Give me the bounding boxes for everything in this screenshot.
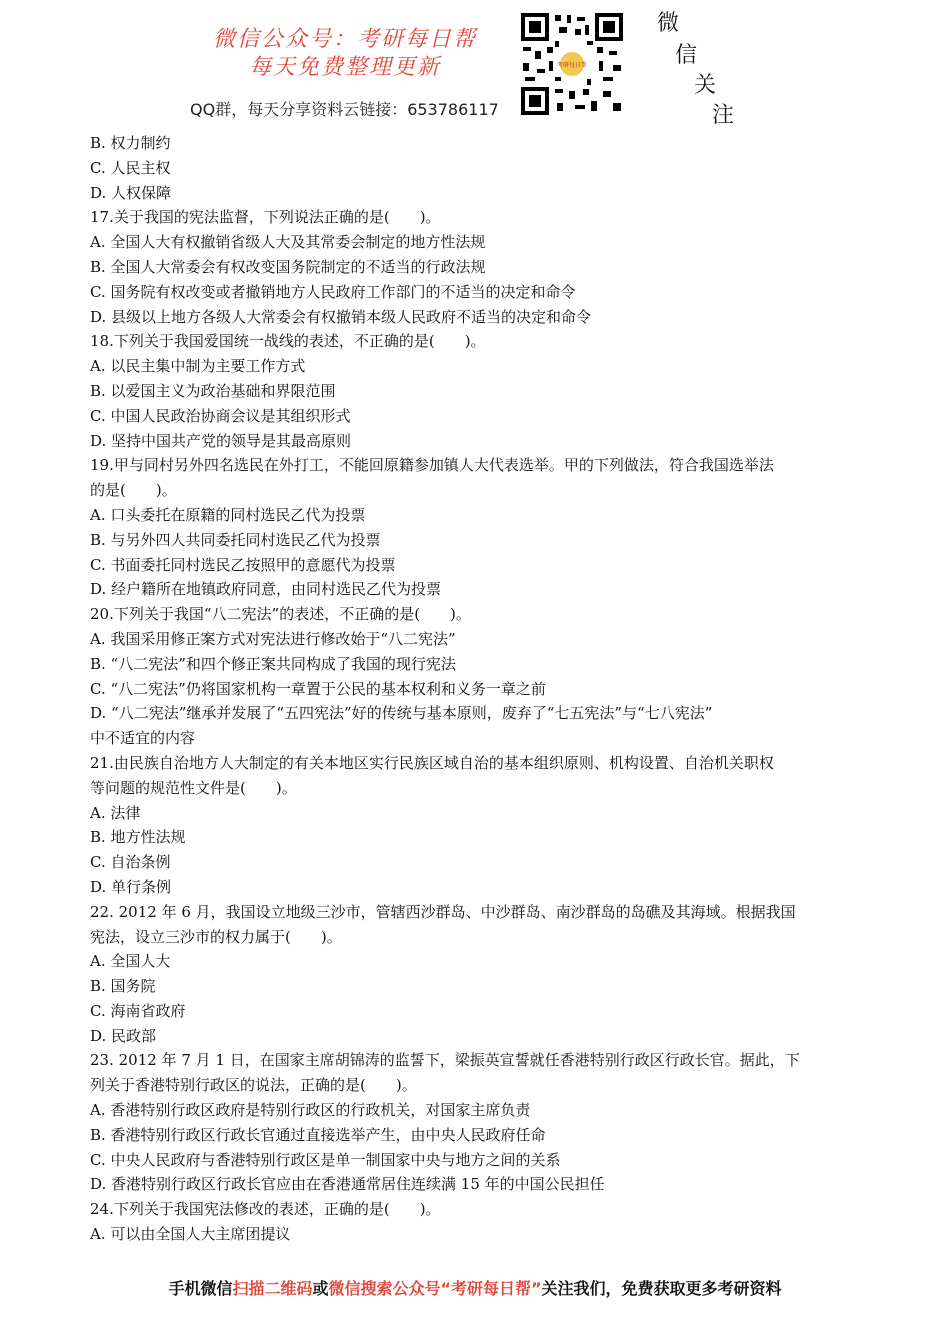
text-line: B. “八二宪法”和四个修正案共同构成了我国的现行宪法 [90, 654, 456, 673]
text-line: A. 我国采用修正案方式对宪法进行修改始于“八二宪法” [90, 629, 456, 648]
text-line: 19.甲与同村另外四名选民在外打工，不能回原籍参加镇人大代表选举。甲的下列做法，符合我国选举法 [90, 456, 774, 475]
footer-highlight: 扫描二维码 [232, 1279, 313, 1298]
text-line: 等问题的规范性文件是( )。 [90, 778, 297, 797]
text-line: A. 全国人大 [90, 952, 171, 971]
text-line: D. 民政部 [90, 1026, 157, 1045]
footer-text: 关注我们，免费获取更多考研资料 [541, 1279, 782, 1298]
text-line: 22. 2012 年 6 月，我国设立地级三沙市，管辖西沙群岛、中沙群岛、南沙群岛的岛礁及其海域。根据我国 [90, 902, 796, 921]
text-line: C. 书面委托同村选民乙按照甲的意愿代为投票 [90, 555, 396, 574]
text-line: 列关于香港特别行政区的说法，正确的是( )。 [90, 1076, 417, 1095]
question-text [90, 131, 860, 1247]
text-line: 宪法，设立三沙市的权力属于( )。 [90, 927, 342, 946]
header-subtitle: 每天免费整理更新 [248, 55, 441, 80]
text-line: C. 中央人民政府与香港特别行政区是单一制国家中央与地方之间的关系 [90, 1150, 561, 1169]
text-line: B. 以爱国主义为政治基础和界限范围 [90, 381, 336, 400]
vertical-char-2: 信 [675, 43, 698, 68]
footer-text: 手机微信 [168, 1279, 233, 1298]
text-line: C. 自治条例 [90, 853, 171, 872]
text-line: B. 地方性法规 [90, 828, 186, 847]
text-line: C. 中国人民政治协商会议是其组织形式 [90, 406, 351, 425]
text-line: C. 人民主权 [90, 158, 171, 177]
vertical-char-4: 注 [712, 103, 735, 128]
text-line: A. 全国人大有权撤销省级人大及其常委会制定的地方性法规 [90, 233, 486, 252]
text-line: 24.下列关于我国宪法修改的表述，正确的是( )。 [90, 1200, 441, 1219]
text-line: B. 香港特别行政区行政长官通过直接选举产生，由中央人民政府任命 [90, 1125, 546, 1144]
text-line: 的是( )。 [90, 481, 177, 500]
qr-caption: 考研每日帮 [556, 62, 588, 69]
text-line: D. “八二宪法”继承并发展了“五四宪法”好的传统与基本原则，废弃了“七五宪法”与“七八宪法” [90, 704, 713, 723]
text-line: D. 坚持中国共产党的领导是其最高原则 [90, 431, 352, 450]
text-line: 21.由民族自治地方人大制定的有关本地区实行民族区域自治的基本组织原则、机构设置、自治机关职权 [90, 753, 774, 772]
text-line: D. 单行条例 [90, 877, 172, 896]
text-line: B. 全国人大常委会有权改变国务院制定的不适当的行政法规 [90, 257, 486, 276]
text-line: D. 香港特别行政区行政长官应由在香港通常居住连续满 15 年的中国公民担任 [90, 1175, 605, 1194]
text-line: A. 以民主集中制为主要工作方式 [90, 357, 306, 376]
footer-banner [0, 1276, 950, 1299]
qq-group-text: QQ群，每天分享资料云链接：653786117 [190, 100, 499, 119]
text-line: A. 法律 [90, 803, 141, 822]
text-line: 23. 2012 年 7 月 1 日，在国家主席胡锦涛的监誓下，梁振英宣誓就任香港特别行政区行政长官。据此，下 [90, 1051, 800, 1070]
text-line: D. 县级以上地方各级人大常委会有权撤销本级人民政府不适当的决定和命令 [90, 307, 592, 326]
text-line: 20.下列关于我国“八二宪法”的表述，不正确的是( )。 [90, 605, 471, 624]
text-line: 17.关于我国的宪法监督，下列说法正确的是( )。 [90, 208, 441, 227]
text-line: B. 与另外四人共同委托同村选民乙代为投票 [90, 530, 381, 549]
footer-highlight: 微信搜索公众号“考研每日帮” [328, 1279, 542, 1298]
text-line: D. 人权保障 [90, 183, 172, 202]
text-line: A. 口头委托在原籍的同村选民乙代为投票 [90, 505, 366, 524]
text-line: A. 可以由全国人大主席团提议 [90, 1225, 291, 1244]
vertical-char-3: 关 [694, 73, 717, 98]
text-line: C. 国务院有权改变或者撤销地方人民政府工作部门的不适当的决定和命令 [90, 282, 576, 301]
text-line: 中不适宜的内容 [90, 729, 196, 748]
text-line: C. “八二宪法”仍将国家机构一章置于公民的基本权利和义务一章之前 [90, 679, 546, 698]
qr-code [519, 11, 625, 117]
vertical-char-1: 微 [657, 11, 680, 36]
header-title: 微信公众号：考研每日帮 [212, 27, 477, 52]
text-line: 18.下列关于我国爱国统一战线的表述，不正确的是( )。 [90, 332, 486, 351]
text-line: C. 海南省政府 [90, 1001, 186, 1020]
footer-text: 或 [312, 1279, 329, 1298]
text-line: B. 国务院 [90, 977, 156, 996]
text-line: B. 权力制约 [90, 134, 171, 152]
text-line: D. 经户籍所在地镇政府同意，由同村选民乙代为投票 [90, 580, 442, 599]
text-line: A. 香港特别行政区政府是特别行政区的行政机关，对国家主席负责 [90, 1101, 531, 1120]
